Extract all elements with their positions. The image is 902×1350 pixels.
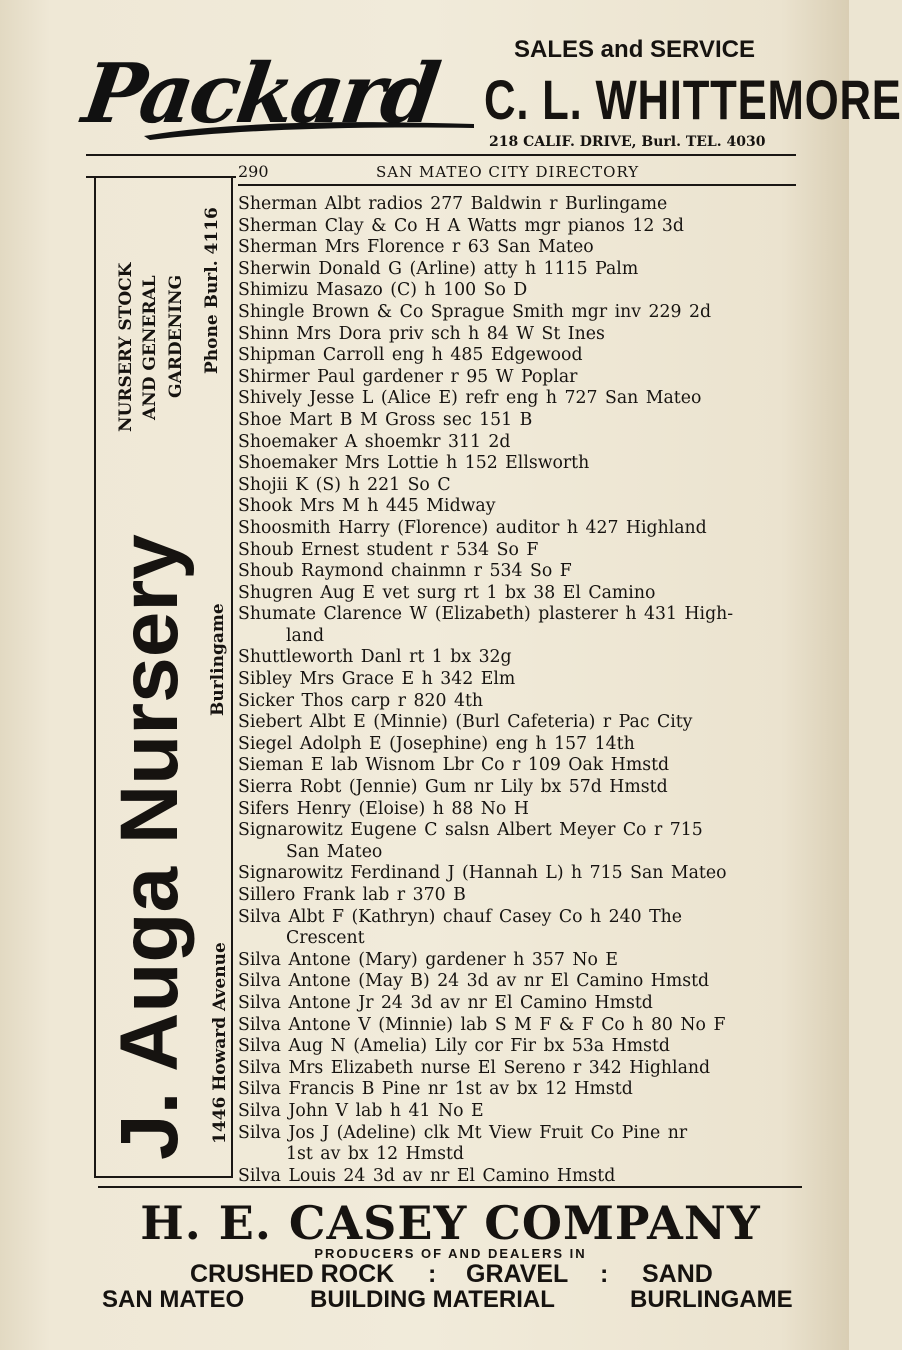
directory-entry [238, 820, 808, 863]
directory-entry [238, 712, 808, 734]
top-ad-rule [86, 154, 796, 156]
product-gravel: GRAVEL [466, 1260, 569, 1288]
entry-continuation: 1st av bx 12 Hmstd [286, 1144, 464, 1165]
entry-text: Shugren Aug E vet surg rt 1 bx 38 El Camino [238, 582, 656, 603]
directory-entry [238, 734, 808, 756]
entry-text: Shojii K (S) h 221 So C [238, 474, 451, 495]
running-head-title: SAN MATEO CITY DIRECTORY [376, 163, 640, 181]
dealer-name: C. L. WHITTEMORE [484, 68, 902, 131]
san-mateo-label: SAN MATEO [102, 1286, 245, 1313]
entry-text: Shoosmith Harry (Florence) auditor h 427 Highland [238, 517, 707, 538]
entry-text: Silva Antone Jr 24 3d av nr El Camino Hmstd [238, 992, 653, 1013]
directory-entry [238, 1015, 808, 1037]
directory-entry [238, 561, 808, 583]
directory-entry [238, 1166, 808, 1188]
entry-text: Silva Mrs Elizabeth nurse El Sereno r 342 Highland [238, 1057, 711, 1078]
side-ad-top-rule [86, 176, 236, 178]
entry-text: Siegel Adolph E (Josephine) eng h 157 14th [238, 733, 635, 754]
bottom-advertisement [98, 1190, 803, 1320]
entry-text: Shinn Mrs Dora priv sch h 84 W St Ines [238, 323, 605, 344]
directory-entry [238, 237, 808, 259]
entry-text: Shoub Raymond chainmn r 534 So F [238, 561, 572, 582]
sales-service-label: SALES and SERVICE [514, 36, 755, 63]
directory-entry [238, 302, 808, 324]
directory-entry [238, 1079, 808, 1101]
general-line: AND GENERAL [140, 275, 160, 420]
bottom-rule [98, 1186, 802, 1188]
directory-entry [238, 496, 808, 518]
entry-text: Shoemaker Mrs Lottie h 152 Ellsworth [238, 453, 590, 474]
directory-entry [238, 216, 808, 238]
directory-entry [238, 1036, 808, 1058]
entry-text: Shumate Clarence W (Elizabeth) plasterer h 431 High- [238, 604, 734, 625]
entry-text: Shoemaker A shoemkr 311 2d [238, 431, 511, 452]
entry-text: Sherwin Donald G (Arline) atty h 1115 Palm [238, 258, 639, 279]
directory-entry [238, 604, 808, 647]
directory-entry [238, 345, 808, 367]
entry-text: Sherman Clay & Co H A Watts mgr pianos 12 3d [238, 215, 684, 236]
directory-listings [238, 194, 808, 1187]
entry-text: Shimizu Masazo (C) h 100 So D [238, 280, 528, 301]
entry-text: Shook Mrs M h 445 Midway [238, 496, 496, 517]
building-material-label: BUILDING MATERIAL [310, 1286, 555, 1313]
entry-text: Sherman Mrs Florence r 63 San Mateo [238, 237, 594, 258]
directory-entry [238, 669, 808, 691]
directory-entry [238, 475, 808, 497]
directory-entry [238, 540, 808, 562]
packard-logo: Packard [77, 46, 443, 142]
directory-entry [238, 647, 808, 669]
entry-text: Sillero Frank lab r 370 B [238, 885, 466, 905]
directory-entry [238, 583, 808, 605]
nursery-name: J. Auga Nursery [104, 534, 195, 1160]
dealer-address: 218 CALIF. DRIVE, Burl. TEL. 4030 [489, 134, 766, 150]
entry-text: Signarowitz Ferdinand J (Hannah L) h 715 San Mateo [238, 863, 727, 884]
product-separator: : [428, 1260, 437, 1288]
directory-entry [238, 518, 808, 540]
directory-entry [238, 777, 808, 799]
directory-entry [238, 885, 808, 907]
entry-text: Shipman Carroll eng h 485 Edgewood [238, 345, 583, 366]
burlingame-label: BURLINGAME [630, 1286, 793, 1313]
entry-text: Signarowitz Eugene C salsn Albert Meyer Co r 715 [238, 820, 703, 841]
entry-text: Sibley Mrs Grace E h 342 Elm [238, 669, 516, 690]
entry-text: Shoub Ernest student r 534 So F [238, 539, 539, 560]
entry-text: Silva Antone (Mary) gardener h 357 No E [238, 949, 619, 970]
casey-tagline: PRODUCERS OF AND DEALERS IN [314, 1246, 587, 1261]
directory-entry [238, 259, 808, 281]
directory-entry [238, 388, 808, 410]
nursery-phone: Phone Burl. 4116 [202, 207, 222, 374]
entry-text: Siebert Albt E (Minnie) (Burl Cafeteria) r Pac City [238, 712, 693, 733]
entry-text: Sieman E lab Wisnom Lbr Co r 109 Oak Hmstd [238, 755, 670, 776]
casey-company-name: H. E. CASEY COMPANY [140, 1196, 761, 1250]
nursery-city: Burlingame [208, 603, 228, 716]
product-crushed-rock: CRUSHED ROCK [190, 1260, 395, 1288]
directory-entry [238, 367, 808, 389]
entry-continuation: San Mateo [286, 841, 383, 862]
entry-text: Sherman Albt radios 277 Baldwin r Burlingame [238, 194, 668, 214]
entry-text: Silva Antone (May B) 24 3d av nr El Camino Hmstd [238, 971, 710, 992]
directory-entry [238, 993, 808, 1015]
directory-entry [238, 280, 808, 302]
entry-text: Silva John V lab h 41 No E [238, 1100, 484, 1121]
entry-text: Shirmer Paul gardener r 95 W Poplar [238, 366, 578, 387]
directory-entry [238, 1058, 808, 1080]
directory-entry [238, 432, 808, 454]
directory-entry [238, 907, 808, 950]
directory-entry [238, 971, 808, 993]
directory-entry [238, 755, 808, 777]
directory-entry [238, 799, 808, 821]
directory-entry [238, 324, 808, 346]
page-number: 290 [238, 162, 269, 181]
product-separator: : [600, 1260, 609, 1288]
entry-text: Shoe Mart B M Gross sec 151 B [238, 409, 533, 430]
entry-text: Silva Albt F (Kathryn) chauf Casey Co h 240 The [238, 906, 682, 927]
entry-text: Silva Francis B Pine nr 1st av bx 12 Hmstd [238, 1079, 633, 1100]
entry-text: Shuttleworth Danl rt 1 bx 32g [238, 647, 512, 668]
entry-continuation: Crescent [286, 928, 365, 949]
product-sand: SAND [642, 1260, 713, 1288]
directory-entry [238, 410, 808, 432]
top-advertisement [77, 30, 902, 156]
entry-text: Sierra Robt (Jennie) Gum nr Lily bx 57d Hmstd [238, 777, 668, 798]
header-rule [238, 184, 796, 186]
gardening-line: GARDENING [166, 274, 186, 398]
entry-text: Shively Jesse L (Alice E) refr eng h 727 San Mateo [238, 388, 702, 409]
directory-entry [238, 194, 808, 216]
entry-text: Silva Antone V (Minnie) lab S M F & F Co h 80 No F [238, 1014, 726, 1035]
directory-entry [238, 863, 808, 885]
nursery-address: 1446 Howard Avenue [210, 942, 230, 1144]
entry-text: Sifers Henry (Eloise) h 88 No H [238, 798, 529, 819]
directory-entry [238, 950, 808, 972]
directory-entry [238, 691, 808, 713]
entry-text: Silva Louis 24 3d av nr El Camino Hmstd [238, 1165, 616, 1186]
directory-entry [238, 1101, 808, 1123]
entry-text: Silva Aug N (Amelia) Lily cor Fir bx 53a Hmstd [238, 1036, 670, 1057]
nursery-stock-line: NURSERY STOCK [116, 262, 136, 432]
entry-continuation: land [286, 625, 325, 646]
directory-entry [238, 1123, 808, 1166]
entry-text: Silva Jos J (Adeline) clk Mt View Fruit Co Pine nr [238, 1122, 688, 1143]
logo-swash-icon [144, 118, 474, 140]
directory-entry [238, 453, 808, 475]
entry-text: Sicker Thos carp r 820 4th [238, 690, 484, 711]
entry-text: Shingle Brown & Co Sprague Smith mgr inv 229 2d [238, 301, 712, 322]
running-header [238, 162, 798, 184]
